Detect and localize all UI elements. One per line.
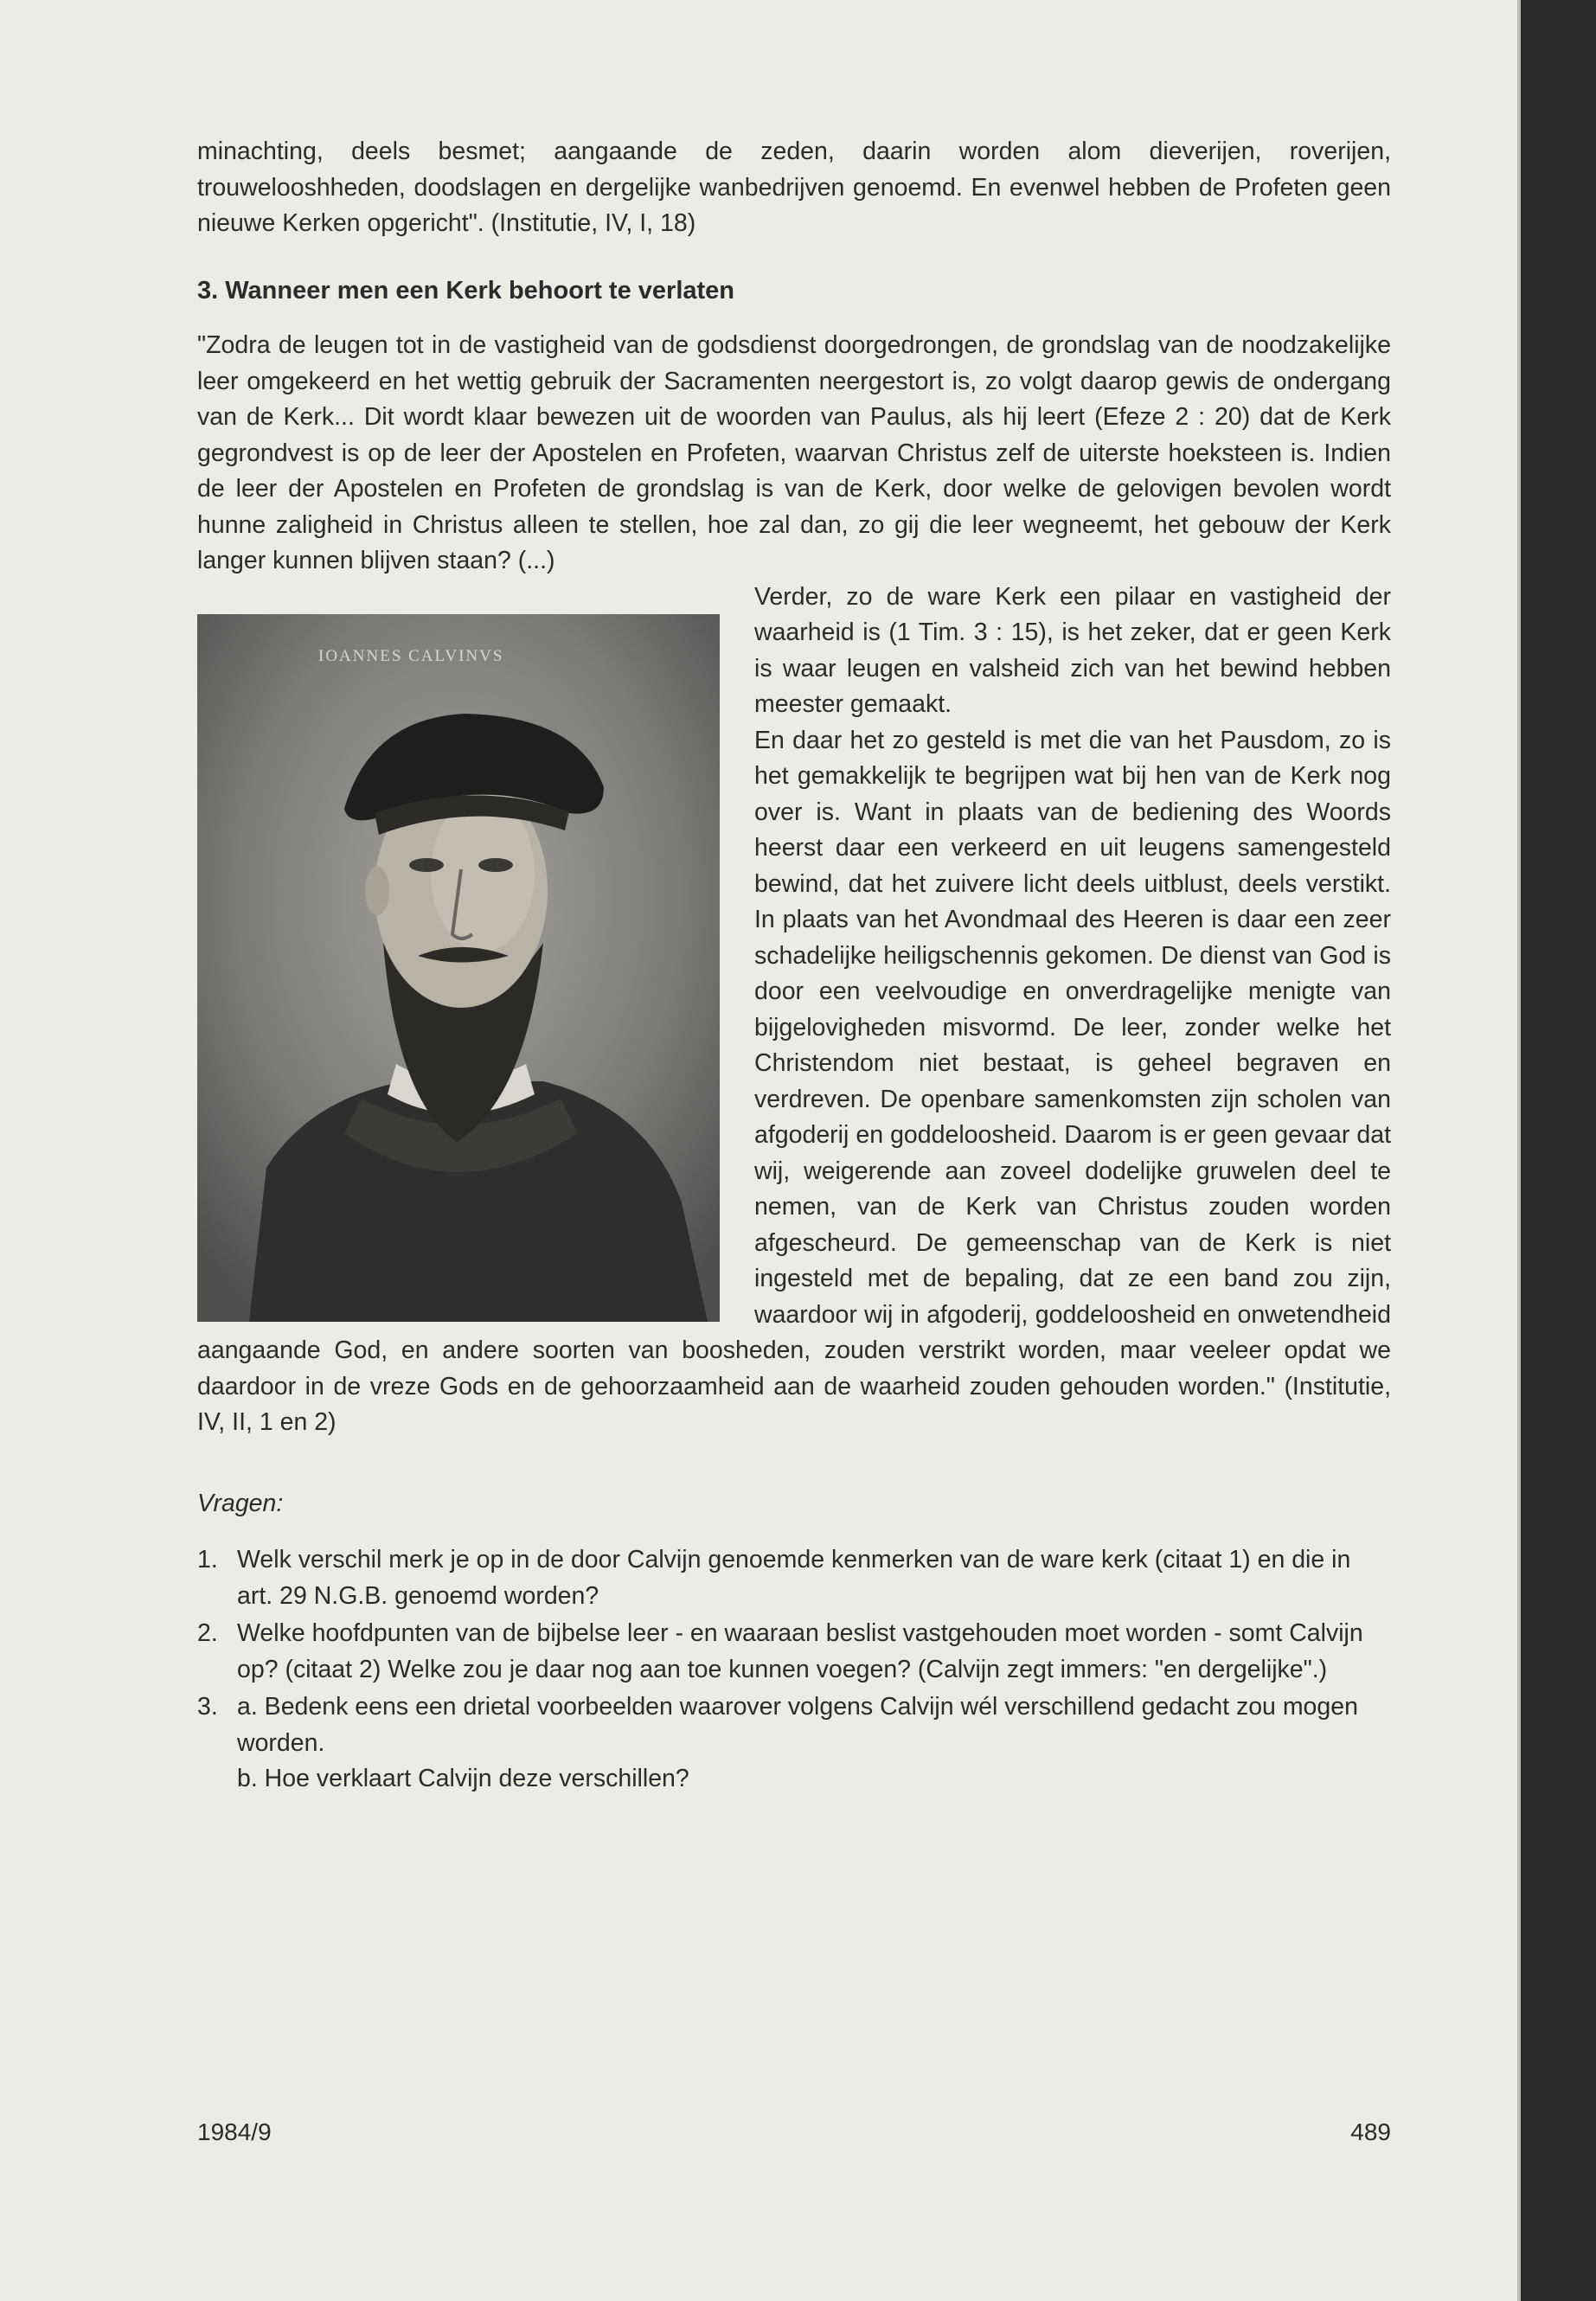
page-content (197, 134, 1391, 1799)
quote-paragraph-1 (197, 328, 1391, 580)
question-subitem-b: b. Hoe verklaart Calvijn deze verschillen? (237, 1765, 689, 1792)
question-item (197, 1689, 1391, 1798)
intro-paragraph: minachting, deels besmet; aangaande de zeden, daarin worden alom dieverijen, roverijen, trouwelooshheden, doodslagen en dergelijke wanbedrijven genoemd. En evenwel hebben de Profeten geen nieuwe Kerken opgericht". (Institutie, IV, I, 18) (197, 138, 1391, 237)
question-number: 2. (197, 1619, 218, 1647)
question-subitem-a: a. Bedenk eens een drietal voorbeelden waarover volgens Calvijn wél verschillend gedacht zou mogen worden. (237, 1693, 1358, 1757)
question-number: 3. (197, 1693, 218, 1721)
quote-paragraph-1-text: "Zodra de leugen tot in de vastigheid van de godsdienst doorgedrongen, de grondslag van de noodzakelijke leer omgekeerd en het wettig gebruik der Sacramenten neergestort is, zo volgt daarop gewis de ondergang van de Kerk... Dit wordt klaar bewezen uit de woorden van Paulus, als hij leert (Efeze 2 : 20) dat de Kerk gegrondvest is op de leer der Apostelen en Profeten, waarvan Christus zelf de uiterste hoeksteen is. Indien de leer der Apostelen en Profeten de grondslag is van de Kerk, door welke de gelovigen bevolen wordt hunne zaligheid in Christus alleen te stellen, hoe zal dan, zo gij die leer wegneemt, het gebouw der Kerk langer kunnen blijven staan? (...) (197, 331, 1391, 574)
calvin-portrait (197, 614, 720, 1322)
questions-list (197, 1542, 1391, 1798)
quote-block (197, 328, 1391, 1441)
issue-number: 1984/9 (197, 2118, 272, 2145)
question-text: Welke hoofdpunten van de bijbelse leer - en waaraan beslist vastgehouden moet worden - somt Calvijn op? (citaat 2) Welke zou je daar nog aan toe kunnen voegen? (Calvijn zegt immers: "en dergelijke".) (237, 1619, 1363, 1683)
portrait-illustration (197, 614, 720, 1322)
quote-paragraph-3: En daar het zo gesteld is met die van het Pausdom, zo is het gemakkelijk te begrijpen wat bij hen van de Kerk nog over is. Want in plaats van de bediening des Woords heerst daar een verkeerd en uit leugens samengesteld bewind, dat het zuivere licht deels uitblust, deels verstikt. In plaats van het Avondmaal des Heeren is daar een zeer schadelijke heiligschennis gekomen. De dienst van God is door een veelvoudige en onverdragelijke menigte van bijgelovigheden misvormd. De leer, zonder welke het Christendom niet bestaat, is geheel begraven en verdreven. De openbare samenkomsten zijn scholen van afgoderij en goddeloosheid. Daarom is er geen gevaar dat wij, weigerende aan zoveel dodelijke gruwelen deel te nemen, van de Kerk van Christus zouden worden afgescheurd. De gemeenschap van de Kerk is niet ingesteld met de bepaling, dat ze een band zou zijn, waardoor wij in afgoderij, goddeloosheid en onwetendheid aangaande God, en andere soorten van boosheden, zouden verstrikt worden, maar veeleer opdat we daardoor in de vreze Gods en de gehoorzaamheid aan de waarheid zouden gehouden worden." (Institutie, IV, II, 1 en 2) (197, 726, 1391, 1436)
section-heading: 3. Wanneer men een Kerk behoort te verlaten (197, 276, 735, 304)
question-text: Welk verschil merk je op in de door Calvijn genoemde kenmerken van de ware kerk (citaat 1) en die in art. 29 N.G.B. genoemd worden? (237, 1546, 1351, 1610)
question-item (197, 1616, 1391, 1688)
quote-paragraph-2: Verder, zo de ware Kerk een pilaar en vastigheid der waarheid is (1 Tim. 3 : 15), is het zeker, dat er geen Kerk is waar leugen en valsheid zich van het bewind hebben meester gemaakt. (754, 582, 1391, 718)
question-item (197, 1542, 1391, 1614)
vragen-title: Vragen: (197, 1489, 284, 1517)
page-number: 489 (1350, 2118, 1391, 2145)
portrait-inscription: IOANNES CALVINVS (318, 646, 504, 665)
question-number: 1. (197, 1546, 218, 1574)
